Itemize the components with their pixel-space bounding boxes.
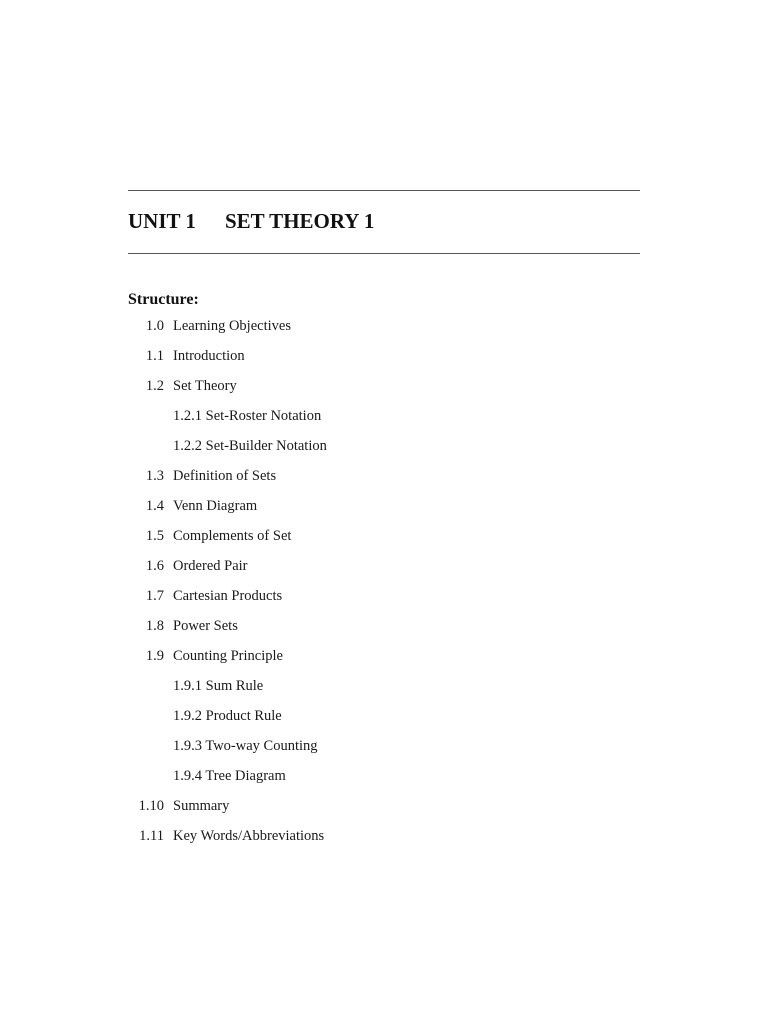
toc-subitem [0,706,768,736]
toc-item-title: Introduction [173,348,245,364]
toc-item-title: Ordered Pair [173,558,248,574]
toc-item [0,826,768,856]
toc-item-number: 1.0 [145,318,164,334]
toc-item-number: 1.9 [145,648,164,664]
toc-item-number: 1.6 [145,558,164,574]
toc-item-number: 1.10 [138,798,164,814]
structure-heading: Structure: [128,291,199,308]
toc-item [0,346,768,376]
toc-item-number: 1.3 [145,468,164,484]
toc-subitem [0,436,768,466]
toc-item-number: 1.1 [145,348,164,364]
toc-item [0,796,768,826]
toc-item-title: Definition of Sets [173,468,277,484]
toc-item [0,376,768,406]
toc-item-number: 1.11 [139,828,164,844]
toc-item-title: Cartesian Products [173,588,283,604]
bottom-divider [128,253,640,254]
toc-item [0,526,768,556]
toc-item-title: Venn Diagram [173,498,258,514]
unit-number: UNIT 1 [128,209,196,233]
toc-subitem [0,766,768,796]
toc-item [0,496,768,526]
toc-item [0,556,768,586]
toc-item-number: 1.8 [145,618,164,634]
toc-item [0,586,768,616]
toc-item-title: Power Sets [173,618,238,634]
toc-item [0,316,768,346]
table-of-contents [0,316,768,856]
toc-item-title: Set Theory [173,378,237,394]
toc-subitem [0,406,768,436]
toc-item-title: 1.9.3 Two-way Counting [173,738,318,754]
toc-item-title: Counting Principle [173,648,283,664]
unit-heading [128,209,374,234]
toc-item [0,616,768,646]
toc-item-number: 1.4 [145,498,164,514]
toc-item-title: 1.9.2 Product Rule [173,708,282,724]
toc-item [0,646,768,676]
top-divider [128,190,640,191]
toc-subitem [0,736,768,766]
unit-title: SET THEORY 1 [225,209,375,233]
toc-item-title: 1.9.4 Tree Diagram [173,768,286,784]
toc-item-number: 1.5 [145,528,164,544]
toc-item-title: Learning Objectives [173,318,291,334]
toc-subitem [0,676,768,706]
toc-item-title: 1.2.1 Set-Roster Notation [173,408,322,424]
toc-item-title: Key Words/Abbreviations [173,828,325,844]
toc-item-title: 1.2.2 Set-Builder Notation [173,438,327,454]
toc-item [0,466,768,496]
toc-item-title: Summary [173,798,230,814]
toc-item-title: 1.9.1 Sum Rule [173,678,264,694]
toc-item-title: Complements of Set [173,528,292,544]
toc-item-number: 1.2 [145,378,164,394]
toc-item-number: 1.7 [145,588,164,604]
